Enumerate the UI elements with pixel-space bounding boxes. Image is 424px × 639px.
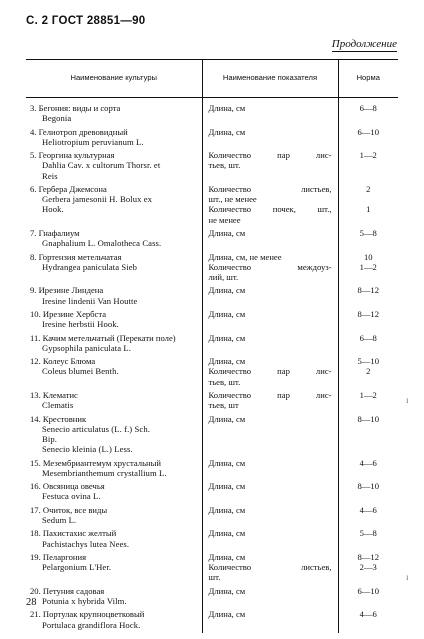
table-row bbox=[26, 150, 398, 184]
norm-value: 1—2 bbox=[359, 150, 377, 161]
norm-cell bbox=[338, 505, 398, 529]
indicator-line: Количество листьев, bbox=[208, 562, 332, 573]
margin-tick-mark: ı bbox=[406, 572, 409, 582]
crop-name-russian: 3. Бегония: виды и сорта bbox=[30, 103, 121, 113]
table-row bbox=[26, 390, 398, 414]
norm-value: 8—12 bbox=[357, 551, 379, 562]
crop-name-latin: Iresine herbstii Hook. bbox=[42, 319, 119, 330]
crop-name-cell bbox=[26, 285, 202, 309]
norm-value: 5—8 bbox=[359, 227, 377, 238]
page-number: 28 bbox=[26, 597, 37, 608]
norm-cell bbox=[338, 481, 398, 505]
indicator-cell bbox=[202, 390, 338, 414]
norm-value: 2—3 bbox=[359, 562, 377, 573]
indicator-line: Длина, см bbox=[208, 585, 246, 596]
indicator-line: Длина, см bbox=[208, 609, 246, 620]
table-row bbox=[26, 309, 398, 333]
indicator-line: тьев, шт. bbox=[208, 376, 241, 387]
norms-table-wrap bbox=[26, 59, 398, 633]
indicator-cell bbox=[202, 184, 338, 228]
crop-name-russian: 18. Пахистахис желтый bbox=[30, 528, 117, 539]
indicator-line: Длина, см bbox=[208, 413, 246, 424]
crop-name-russian: 8. Гортензия метельчатая bbox=[30, 251, 122, 262]
indicator-line: Количество листьев, bbox=[208, 183, 332, 194]
crop-name-latin: Mesembrianthemum crystallium L. bbox=[42, 467, 167, 478]
norm-cell bbox=[338, 285, 398, 309]
indicator-line: Длина, см bbox=[208, 528, 246, 539]
table-row bbox=[26, 252, 398, 286]
crop-name-latin: Dahlia Cav. x cultorum Thorsr. et bbox=[42, 160, 161, 171]
indicator-line: не менее bbox=[208, 214, 241, 225]
indicator-line: Длина, см bbox=[208, 356, 246, 367]
table-row bbox=[26, 528, 398, 552]
crop-name-russian: 7. Гнафалиум bbox=[30, 227, 80, 238]
crop-name-russian: 9. Ирезине Линдена bbox=[30, 285, 104, 296]
norm-value: 4—6 bbox=[359, 504, 377, 515]
norm-value: 8—10 bbox=[357, 481, 379, 492]
table-row bbox=[26, 481, 398, 505]
norm-value: 10 bbox=[363, 251, 373, 262]
crop-name-latin: Iresine lindenii Van Houtte bbox=[42, 295, 138, 306]
crop-name-cell bbox=[26, 309, 202, 333]
norm-value: 2 bbox=[366, 366, 371, 377]
crop-name-cell bbox=[26, 252, 202, 286]
crop-name-cell bbox=[26, 481, 202, 505]
indicator-line: Длина, см bbox=[208, 551, 246, 562]
norm-cell bbox=[338, 150, 398, 184]
norm-value: 5—10 bbox=[357, 356, 379, 367]
crop-name-latin: Pelargonium L'Her. bbox=[42, 562, 112, 573]
table-body bbox=[26, 98, 398, 633]
crop-name-russian: 12. Колеус Блюма bbox=[30, 356, 96, 367]
crop-name-latin: Gerbera jamesonii H. Bolux ex bbox=[42, 194, 153, 205]
crop-name-latin: Begonia bbox=[42, 113, 72, 124]
indicator-cell bbox=[202, 228, 338, 252]
norm-value: 1 bbox=[366, 204, 371, 215]
indicator-line: Длина, см, не менее bbox=[208, 251, 282, 262]
table-row bbox=[26, 184, 398, 228]
table-row bbox=[26, 458, 398, 482]
indicator-line: Длина, см bbox=[208, 457, 246, 468]
crop-name-cell bbox=[26, 228, 202, 252]
indicator-line: Количество пар лис- bbox=[208, 389, 332, 400]
crop-name-russian: 13. Клематис bbox=[30, 389, 78, 400]
margin-tick-mark: ı bbox=[406, 395, 409, 405]
crop-name-cell bbox=[26, 390, 202, 414]
norm-cell bbox=[338, 103, 398, 127]
indicator-line: Длина, см bbox=[208, 126, 246, 137]
indicator-line: Длина, см bbox=[208, 308, 246, 319]
indicator-cell bbox=[202, 150, 338, 184]
crop-name-russian: 17. Очиток, все виды bbox=[30, 504, 108, 515]
norm-value: 6—10 bbox=[357, 585, 379, 596]
indicator-line: Длина, см bbox=[208, 504, 246, 515]
crop-name-latin: Clematis bbox=[42, 400, 74, 411]
indicator-line: Количество междоуз- bbox=[208, 261, 332, 272]
table-row bbox=[26, 609, 398, 633]
crop-name-cell bbox=[26, 333, 202, 357]
norm-value: 1—2 bbox=[359, 389, 377, 400]
norm-cell bbox=[338, 333, 398, 357]
crop-name-latin: Bip. bbox=[42, 433, 57, 444]
norm-value: 6—8 bbox=[359, 103, 377, 113]
table-row bbox=[26, 127, 398, 151]
norm-cell bbox=[338, 458, 398, 482]
crop-name-russian: 5. Георгина культурная bbox=[30, 150, 115, 161]
norm-cell bbox=[338, 184, 398, 228]
crop-name-latin: Heliotropium peruvianum L. bbox=[42, 136, 144, 147]
norm-value: 8—10 bbox=[357, 413, 379, 424]
norm-cell bbox=[338, 127, 398, 151]
indicator-cell bbox=[202, 252, 338, 286]
norm-cell bbox=[338, 414, 398, 458]
indicator-cell bbox=[202, 552, 338, 586]
crop-name-latin: Senecio kleinia (L.) Less. bbox=[42, 444, 133, 455]
crop-name-russian: 4. Гелиотроп древовидный bbox=[30, 126, 128, 137]
indicator-line: Количество пар лис- bbox=[208, 366, 332, 377]
table-row bbox=[26, 333, 398, 357]
indicator-line: тьев, шт. bbox=[208, 160, 241, 171]
indicator-line: Длина, см bbox=[208, 285, 246, 296]
crop-name-latin: Hook. bbox=[42, 204, 64, 215]
indicator-cell bbox=[202, 505, 338, 529]
indicator-line: Длина, см bbox=[208, 227, 246, 238]
indicator-line: Количество пар лис- bbox=[208, 150, 332, 161]
crop-name-russian: 6. Гербера Джемсона bbox=[30, 183, 107, 194]
indicator-cell bbox=[202, 333, 338, 357]
crop-name-latin: Hydrangea paniculata Sieb bbox=[42, 261, 138, 272]
table-row bbox=[26, 505, 398, 529]
crop-name-russian: 21. Портулак крупноцветковый bbox=[30, 609, 145, 620]
indicator-cell bbox=[202, 609, 338, 633]
norm-cell bbox=[338, 528, 398, 552]
indicator-cell bbox=[202, 528, 338, 552]
crop-name-russian: 11. Качим метельчатый (Перекати поле) bbox=[30, 332, 176, 343]
indicator-line: Длина, см bbox=[208, 332, 246, 343]
table-row bbox=[26, 356, 398, 390]
crop-name-russian: 20. Петуния садовая bbox=[30, 585, 105, 596]
norm-value bbox=[339, 194, 399, 204]
norm-cell bbox=[338, 228, 398, 252]
crop-name-cell bbox=[26, 184, 202, 228]
norm-value: 6—8 bbox=[359, 332, 377, 343]
crop-name-cell bbox=[26, 150, 202, 184]
crop-name-cell bbox=[26, 505, 202, 529]
indicator-line: Количество почек, шт., bbox=[208, 204, 332, 215]
crop-name-latin: Gypsophila paniculata L. bbox=[42, 342, 132, 353]
indicator-line: шт. bbox=[208, 572, 221, 583]
crop-name-cell bbox=[26, 609, 202, 633]
norm-value: 8—12 bbox=[357, 308, 379, 319]
indicator-line: Длина, см bbox=[208, 103, 246, 113]
indicator-cell bbox=[202, 127, 338, 151]
crop-name-cell bbox=[26, 528, 202, 552]
table-row bbox=[26, 228, 398, 252]
crop-name-latin: Festuca ovina L. bbox=[42, 491, 101, 502]
norm-value: 6—10 bbox=[357, 126, 379, 137]
page-header-title: С. 2 ГОСТ 28851—90 bbox=[26, 15, 146, 27]
table-row bbox=[26, 552, 398, 586]
crop-name-cell bbox=[26, 127, 202, 151]
indicator-cell bbox=[202, 356, 338, 390]
column-header-name: Наименование культуры bbox=[26, 60, 202, 98]
continuation-label: Продолжение bbox=[331, 38, 397, 50]
norm-cell bbox=[338, 552, 398, 586]
norm-value: 8—12 bbox=[357, 285, 379, 296]
norm-value: 1—2 bbox=[359, 261, 377, 272]
norm-value: 2 bbox=[366, 183, 371, 194]
crop-name-latin: Reis bbox=[42, 170, 58, 181]
indicator-line: тьев, шт bbox=[208, 400, 239, 411]
crop-name-cell bbox=[26, 414, 202, 458]
indicator-cell bbox=[202, 285, 338, 309]
crop-name-cell bbox=[26, 552, 202, 586]
table-row bbox=[26, 586, 398, 610]
crop-name-cell bbox=[26, 103, 202, 127]
crop-name-latin: Pachistachys lutea Nees. bbox=[42, 538, 130, 549]
indicator-line: шт., не менее bbox=[208, 194, 257, 205]
crop-name-latin: Portulaca grandiflora Hock. bbox=[42, 619, 141, 630]
indicator-cell bbox=[202, 309, 338, 333]
crop-name-russian: 14. Крестовник bbox=[30, 413, 87, 424]
indicator-cell bbox=[202, 103, 338, 127]
norm-value: 4—6 bbox=[359, 609, 377, 620]
crop-name-cell bbox=[26, 586, 202, 610]
crop-name-latin: Potunia x hybrida Vilm. bbox=[42, 595, 127, 606]
norms-table bbox=[26, 59, 398, 633]
table-row bbox=[26, 414, 398, 458]
indicator-line: Длина, см bbox=[208, 481, 246, 492]
crop-name-russian: 15. Мезембриантемум хрустальный bbox=[30, 457, 161, 468]
table-row bbox=[26, 285, 398, 309]
indicator-cell bbox=[202, 586, 338, 610]
column-header-indicator: Наименование показателя bbox=[202, 60, 338, 98]
crop-name-russian: 16. Овсяница овечья bbox=[30, 481, 105, 492]
column-header-norm: Норма bbox=[338, 60, 398, 98]
crop-name-cell bbox=[26, 458, 202, 482]
crop-name-latin: Gnaphalium L. Omalotheca Cass. bbox=[42, 238, 162, 249]
crop-name-latin: Coleus blumei Benth. bbox=[42, 366, 119, 377]
indicator-cell bbox=[202, 414, 338, 458]
norm-cell bbox=[338, 356, 398, 390]
crop-name-cell bbox=[26, 356, 202, 390]
crop-name-russian: 19. Пеларгония bbox=[30, 551, 87, 562]
indicator-line: лий, шт. bbox=[208, 271, 239, 282]
norm-value: 4—6 bbox=[359, 457, 377, 468]
indicator-cell bbox=[202, 481, 338, 505]
crop-name-latin: Sedum L. bbox=[42, 514, 77, 525]
crop-name-russian: 10. Ирезине Хербста bbox=[30, 308, 107, 319]
table-header-row bbox=[26, 60, 398, 98]
crop-name-latin: Senecio articulatus (L. f.) Sch. bbox=[42, 423, 150, 434]
norm-cell bbox=[338, 609, 398, 633]
norm-cell bbox=[338, 390, 398, 414]
norm-value: 5—8 bbox=[359, 528, 377, 539]
indicator-cell bbox=[202, 458, 338, 482]
norm-cell bbox=[338, 252, 398, 286]
norm-cell bbox=[338, 309, 398, 333]
table-row bbox=[26, 103, 398, 127]
norm-cell bbox=[338, 586, 398, 610]
